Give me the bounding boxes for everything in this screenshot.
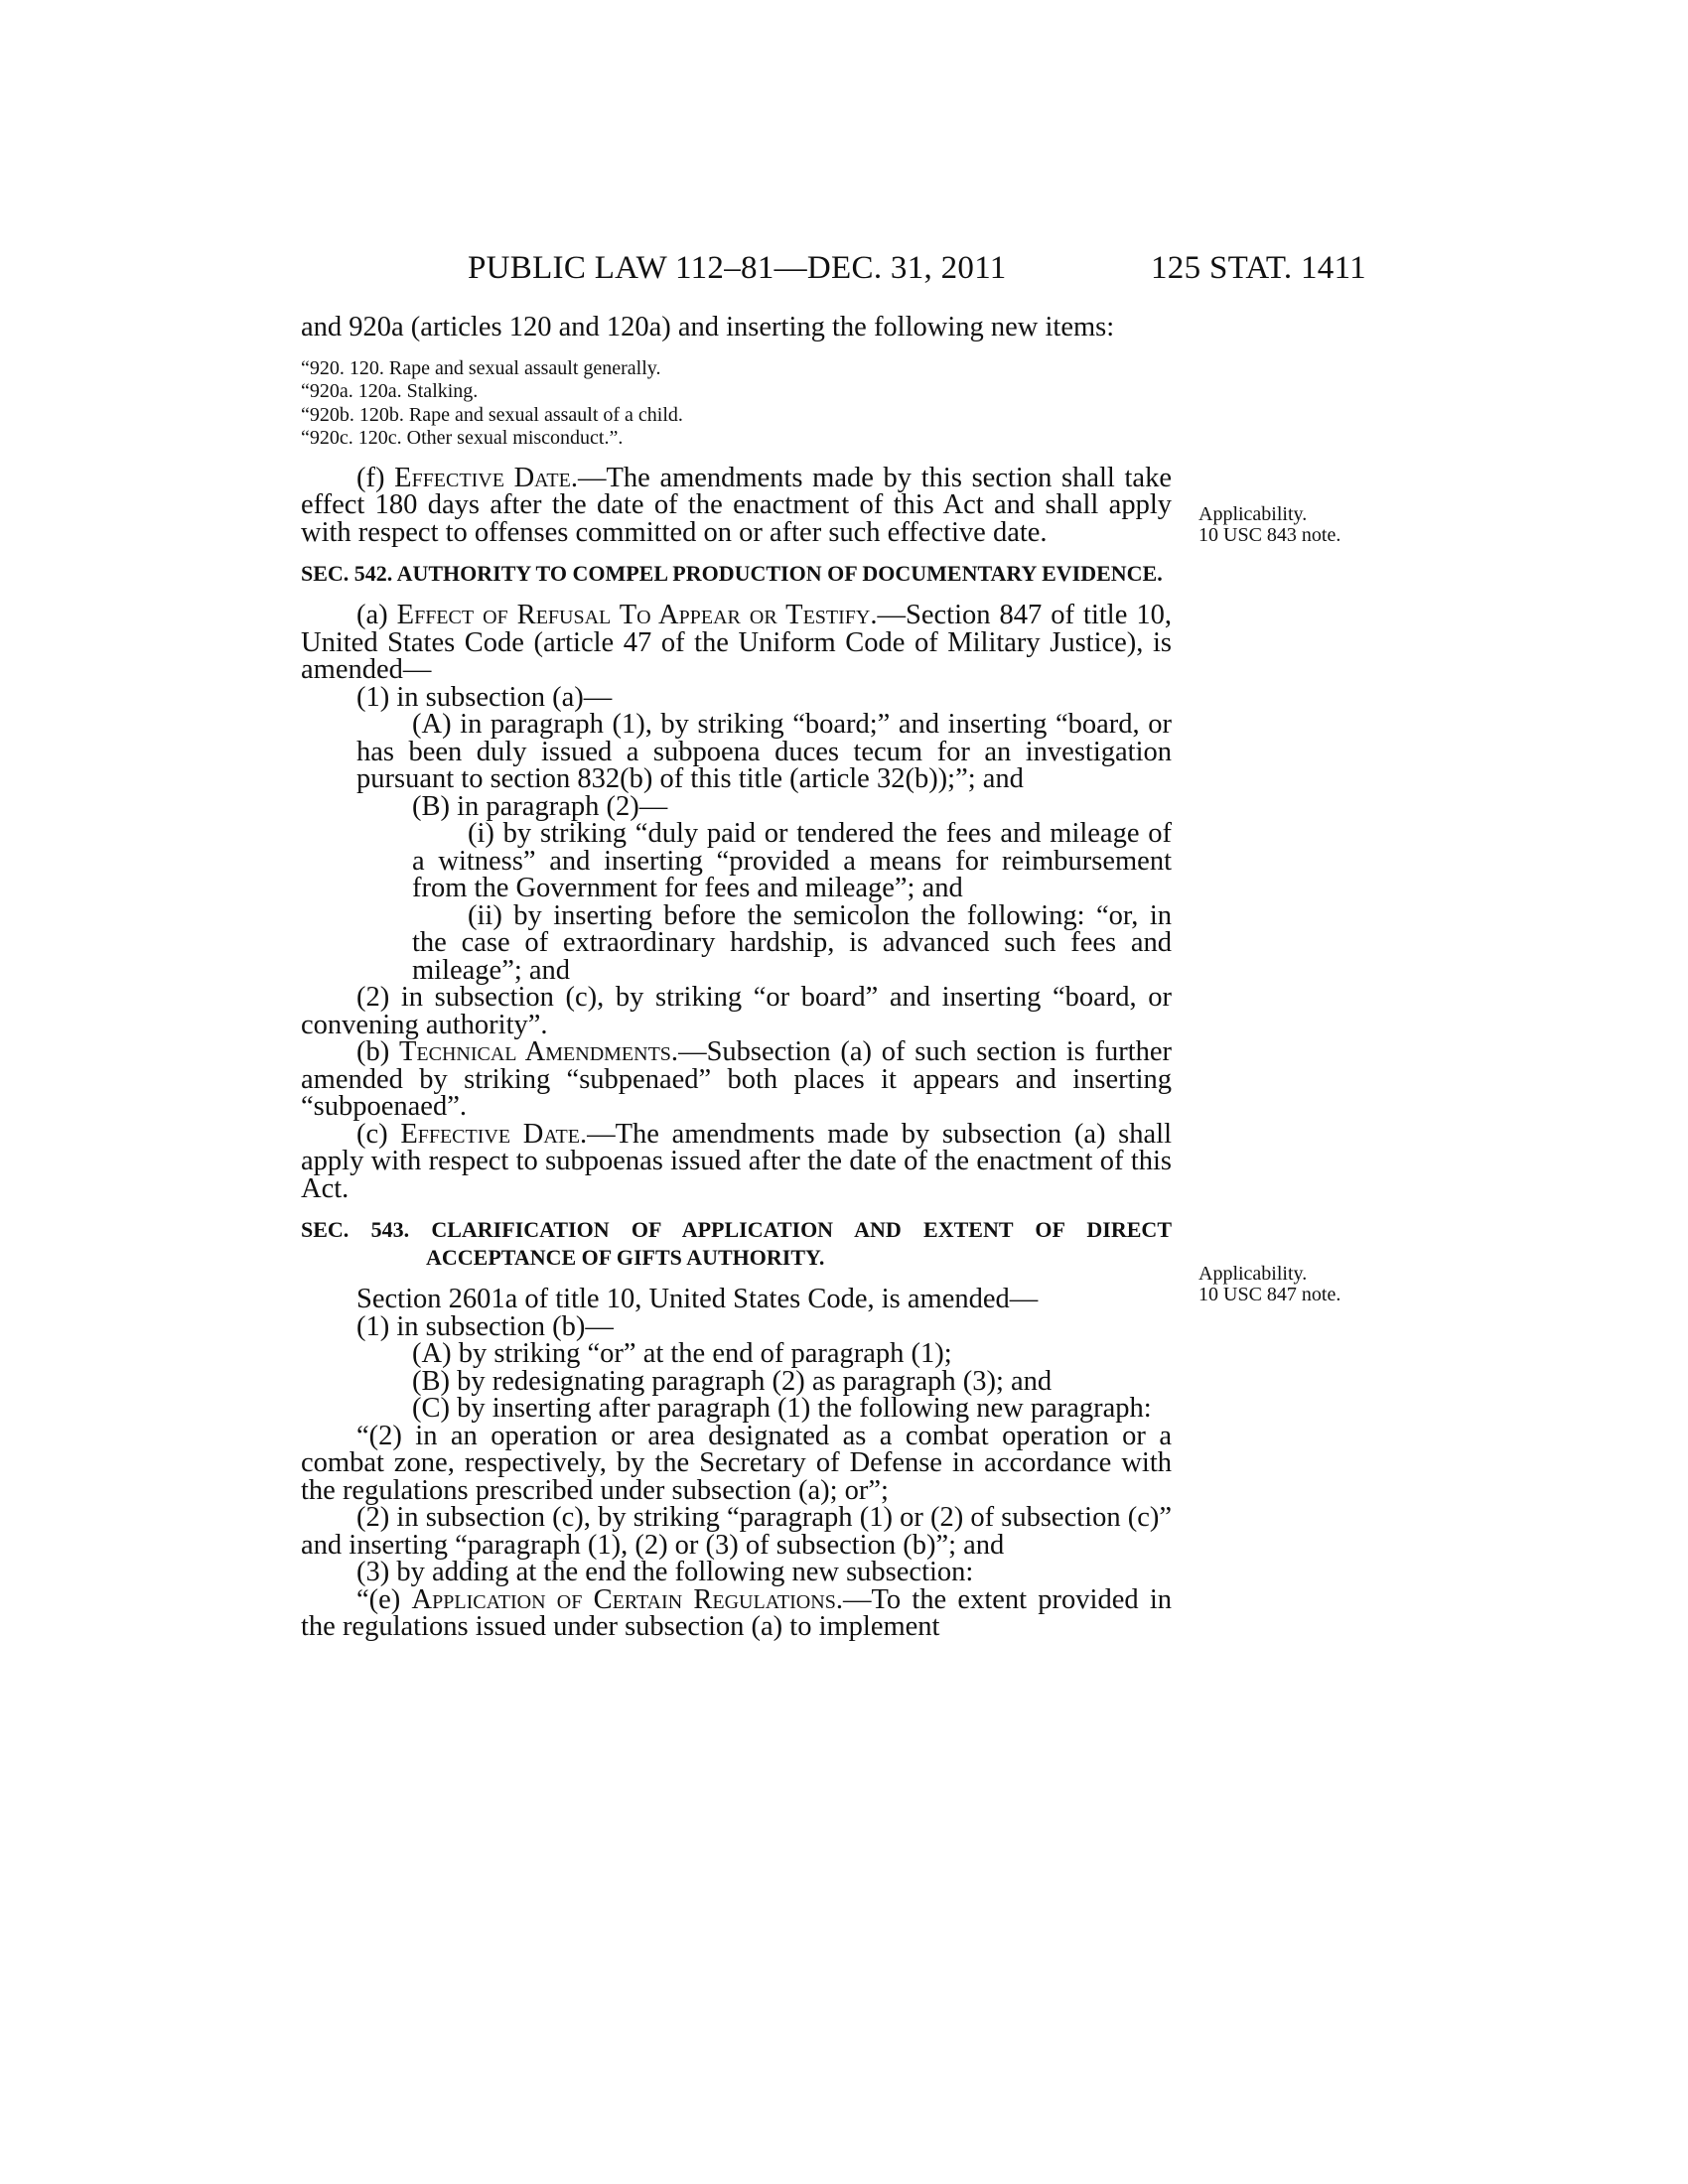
subsection-b: [301, 1038, 1172, 1121]
section-543-heading: SEC. 543. CLARIFICATION OF APPLICATION AND EXTENT OF DIRECT ACCEPTANCE OF GIFTS AUTHORITY.: [301, 1217, 1172, 1270]
subsection-f-heading: Effective Date.: [394, 462, 578, 493]
subsection-c: [301, 1118, 1172, 1204]
subsection-f: [301, 462, 1172, 548]
margin-note-applicability-847: [1198, 1264, 1340, 1305]
subsection-c-prefix: (c): [356, 1118, 401, 1150]
subsection-f-prefix: (f): [356, 462, 395, 493]
subsection-b-text: —Subsection (a) of such section is further amended by striking “subpenaed” both places it appears and inserting “subpoenaed”.: [301, 1036, 1173, 1122]
subsection-a: [301, 602, 1172, 684]
subsection-c-heading: Effective Date.: [400, 1118, 588, 1150]
clause-a1Bii: (ii) by inserting before the semicolon the following: “or, in the case of extraordinary hardship, is advanced such fees and mileage”; and: [412, 899, 1172, 986]
paragraph-a2: (2) in subsection (c), by striking “or board” and inserting “board, or convening authority”.: [301, 982, 1172, 1040]
subsection-b-heading: Technical Amendments.: [398, 1036, 679, 1067]
margin-note-applicability-843: [1198, 504, 1340, 546]
subparagraph-543-1B: (B) by redesignating paragraph (2) as paragraph (3); and: [412, 1365, 1053, 1397]
intro-paragraph: and 920a (articles 120 and 120a) and inserting the following new items:: [301, 312, 1115, 342]
page-header-title: PUBLIC LAW 112–81—DEC. 31, 2011: [468, 250, 1007, 286]
inserted-items-list: [301, 357, 1172, 451]
subparagraph-543-1A: (A) by striking “or” at the end of paragraph (1);: [412, 1338, 952, 1369]
subparagraph-a1A: (A) in paragraph (1), by striking “board;” and inserting “board, or has been duly issued a subpoena duces tecum for an investigation pursuant to section 832(b) of this title (article 32(b));”; and: [356, 709, 1172, 794]
margin-note-citation: 10 USC 843 note.: [1198, 524, 1341, 546]
paragraph-543-1: (1) in subsection (b)—: [356, 1310, 614, 1342]
subsection-c-text: —The amendments made by subsection (a) shall apply with respect to subpoenas issued after the date of the enactment of this Act.: [301, 1118, 1172, 1204]
list-item: “920c. 120c. Other sexual misconduct.”.: [301, 427, 624, 449]
margin-note-label: Applicability.: [1198, 1263, 1308, 1285]
quoted-subsection-e: [301, 1583, 1173, 1642]
quoted-paragraph-2: “(2) in an operation or area designated as a combat operation or a combat zone, respectively, by the Secretary of Defense in accordance with the regulations prescribed under subsection (a); or”;: [301, 1420, 1172, 1506]
list-item: “920a. 120a. Stalking.: [301, 380, 479, 402]
section-543-intro: Section 2601a of title 10, United States Code, is amended—: [356, 1284, 1039, 1314]
subsection-e-text: —To the extent provided in the regulations issued under subsection (a) to implement: [301, 1583, 1173, 1642]
subsection-a-text: —Section 847 of title 10, United States Code (article 47 of the Uniform Code of Military Justice), is amended—: [301, 600, 1172, 685]
main-text-column: [301, 314, 1172, 1641]
subsection-b-prefix: (b): [356, 1036, 399, 1067]
section-542-heading: SEC. 542. AUTHORITY TO COMPEL PRODUCTION OF DOCUMENTARY EVIDENCE.: [301, 561, 1163, 586]
subsection-a-prefix: (a): [356, 600, 397, 630]
subparagraph-a1B: (B) in paragraph (2)—: [412, 790, 668, 822]
subsection-e-prefix: “(e): [356, 1583, 412, 1615]
subsection-f-text: —The amendments made by this section shall take effect 180 days after the date of the enactment of this Act and shall apply with respect to offenses committed on or after such effective date.: [301, 462, 1172, 548]
paragraph-543-2: (2) in subsection (c), by striking “paragraph (1) or (2) of subsection (c)” and inserting “paragraph (1), (2) or (3) of subsection (b)”; and: [301, 1502, 1172, 1561]
margin-note-citation: 10 USC 847 note.: [1198, 1284, 1341, 1305]
subparagraph-543-1C: (C) by inserting after paragraph (1) the following new paragraph:: [412, 1393, 1152, 1424]
page-header-stat: 125 STAT. 1411: [1151, 250, 1366, 286]
list-item: “920b. 120b. Rape and sexual assault of a child.: [301, 403, 683, 426]
subsection-a-heading: Effect of Refusal To Appear or Testify.: [396, 600, 878, 630]
margin-note-label: Applicability.: [1198, 503, 1308, 525]
paragraph-a1: (1) in subsection (a)—: [356, 681, 613, 713]
clause-a1Bi: (i) by striking “duly paid or tendered the fees and mileage of a witness” and inserting “provided a means for reimbursement from the Government for fees and mileage”; and: [412, 818, 1172, 903]
list-item: “920. 120. Rape and sexual assault generally.: [301, 356, 661, 379]
subsection-e-heading: Application of Certain Regulations.: [411, 1583, 843, 1615]
paragraph-543-3: (3) by adding at the end the following new subsection:: [356, 1557, 974, 1587]
